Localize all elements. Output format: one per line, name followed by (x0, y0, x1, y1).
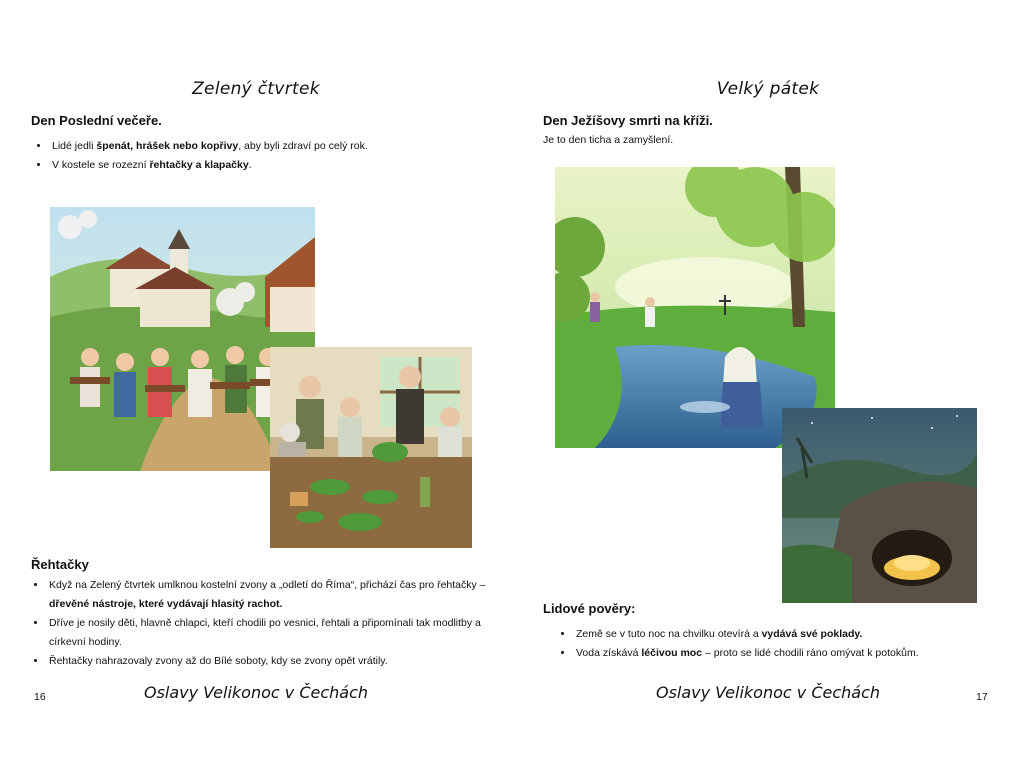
list-item: • V kostele se rozezní řehtačky a klapačky. (50, 156, 500, 175)
list-item: • Řehtačky nahrazovaly zvony až do Bílé soboty, kdy se zvony opět vrátily. (47, 652, 502, 671)
bullet-list (34, 137, 500, 175)
illustration-family-meal (270, 347, 472, 548)
page-right (512, 0, 1024, 768)
section-heading: Lidové pověry: (543, 601, 636, 616)
list-item: • Když na Zelený čtvrtek umlknou kostelní zvony a „odletí do Říma“, přichází čas pro řehtačky – dřevěné nástroje, které vydávají hlasitý rachot. (47, 576, 502, 614)
illustration-cave-treasure (782, 408, 977, 603)
intro-text: Je to den ticha a zamyšlení. (543, 134, 674, 146)
page-title: Velký pátek (716, 79, 820, 99)
list-item: • Dříve je nosily děti, hlavně chlapci, kteří chodili po vesnici, řehtali a připomínali tak modlitby a církevní hodiny. (47, 614, 502, 652)
bullet-list (558, 625, 1014, 663)
page-number: 16 (34, 691, 46, 703)
footer-title: Oslavy Velikonoc v Čechách (143, 683, 369, 702)
section-heading: Den Ježíšovy smrti na kříži. (543, 113, 713, 128)
illustration-woman-at-stream (555, 167, 835, 448)
list-item: • Voda získává léčivou moc – proto se lidé chodili ráno omývat k potokům. (574, 644, 1014, 663)
list-item: • Země se v tuto noc na chvilku otevírá a vydává své poklady. (574, 625, 1014, 644)
section-heading: Den Poslední večeře. (31, 113, 162, 128)
list-item: • Lidé jedli špenát, hrášek nebo kopřivy, aby byli zdraví po celý rok. (50, 137, 500, 156)
page-title: Zelený čtvrtek (192, 79, 320, 99)
footer-title: Oslavy Velikonoc v Čechách (655, 683, 881, 702)
page-number: 17 (976, 691, 988, 703)
bullet-list (31, 576, 502, 671)
section-heading: Řehtačky (31, 557, 89, 572)
